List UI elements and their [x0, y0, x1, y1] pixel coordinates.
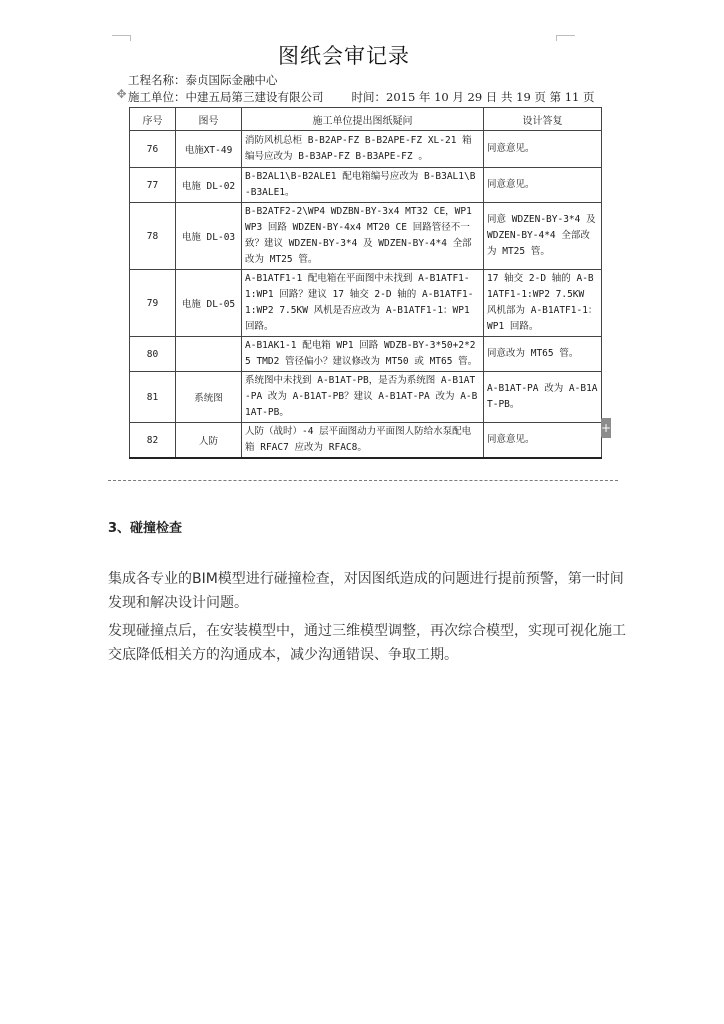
plus-icon[interactable]: + — [601, 418, 611, 438]
header-question: 施工单位提出图纸疑问 — [242, 108, 484, 131]
table-row — [130, 270, 602, 337]
table-row — [130, 203, 602, 270]
row-no: 78 — [130, 203, 176, 270]
row-question: B-B2ATF2-2\WP4 WDZBN-BY-3x4 MT32 CE，WP1 WP3 回路 WDZEN-BY-4x4 MT20 CE 回路管径不一致？建议 WDZEN-BY-3*4 及 WDZEN-BY-4*4 全部改为 MT25 管。 — [242, 203, 484, 270]
drawing-review-table — [129, 107, 602, 459]
row-question: 系统图中未找到 A-B1AT-PB，是否为系统图 A-B1AT-PA 改为 A-B1AT-PB？建议 A-B1AT-PA 改为 A-B1AT-PB。 — [242, 372, 484, 423]
paragraph: 发现碰撞点后，在安装模型中，通过三维模型调整，再次综合模型，实现可视化施工交底降低相关方的沟通成本，减少沟通错误、争取工期。 — [108, 623, 626, 663]
row-reply: 同意意见。 — [484, 131, 602, 168]
row-drawing: 电施 DL-02 — [176, 168, 242, 203]
header-drawing: 图号 — [176, 108, 242, 131]
header-reply: 设计答复 — [484, 108, 602, 131]
row-no: 77 — [130, 168, 176, 203]
row-question: 人防（战时）-4 层平面图动力平面图人防给水泵配电箱 RFAC7 应改为 RFAC8。 — [242, 423, 484, 459]
row-question: 消防风机总柜 B-B2AP-FZ B-B2APE-FZ XL-21 箱编号应改为 B-B3AP-FZ B-B3APE-FZ 。 — [242, 131, 484, 168]
move-icon[interactable]: ✥ — [116, 87, 127, 101]
section-heading: 3、碰撞检查 — [108, 521, 183, 536]
row-reply: 同意改为 MT65 管。 — [484, 337, 602, 372]
document-title: 图纸会审记录 — [278, 44, 410, 68]
table-row — [130, 372, 602, 423]
row-no: 82 — [130, 423, 176, 459]
construction-unit: 施工单位：中建五局第三建设有限公司 — [128, 90, 324, 104]
dashed-divider — [108, 480, 618, 481]
construction-unit-line — [128, 89, 595, 105]
row-no: 76 — [130, 131, 176, 168]
row-drawing — [176, 337, 242, 372]
row-drawing: 系统图 — [176, 372, 242, 423]
row-question: A-B1AK1-1 配电箱 WP1 回路 WDZB-BY-3*50+2*25 TMD2 管径偏小？建议修改为 MT50 或 MT65 管。 — [242, 337, 484, 372]
row-reply: A-B1AT-PA 改为 A-B1AT-PB。 — [484, 372, 602, 423]
paragraph: 集成各专业的BIM模型进行碰撞检查，对因图纸造成的问题进行提前预警，第一时间发现和解决设计问题。 — [108, 571, 624, 611]
row-no: 81 — [130, 372, 176, 423]
row-no: 79 — [130, 270, 176, 337]
row-reply: 同意意见。 — [484, 168, 602, 203]
row-question: B-B2AL1\B-B2ALE1 配电箱编号应改为 B-B3AL1\B-B3ALE1。 — [242, 168, 484, 203]
table-header-row — [130, 108, 602, 131]
row-no: 80 — [130, 337, 176, 372]
table-row — [130, 337, 602, 372]
table-row — [130, 131, 602, 168]
project-name: 工程名称：泰贞国际金融中心 — [128, 73, 278, 87]
row-reply: 同意意见。 — [484, 423, 602, 459]
table-row — [130, 423, 602, 459]
row-question: A-B1ATF1-1 配电箱在平面图中未找到 A-B1ATF1-1:WP1 回路？建议 17 轴交 2-D 轴的 A-B1ATF1-1:WP2 7.5KW 风机是否应改为 A-B1ATF1-1：WP1 回路。 — [242, 270, 484, 337]
row-drawing: 电施 DL-03 — [176, 203, 242, 270]
table-row — [130, 168, 602, 203]
row-drawing: 人防 — [176, 423, 242, 459]
row-drawing: 电施 DL-05 — [176, 270, 242, 337]
row-reply: 同意 WDZEN-BY-3*4 及 WDZEN-BY-4*4 全部改为 MT25 管。 — [484, 203, 602, 270]
row-reply: 17 轴交 2-D 轴的 A-B1ATF1-1:WP2 7.5KW 风机部为 A-B1ATF1-1：WP1 回路。 — [484, 270, 602, 337]
document-time: 时间：2015 年 10 月 29 日 共 19 页 第 11 页 — [351, 90, 595, 104]
row-drawing: 电施XT-49 — [176, 131, 242, 168]
header-no: 序号 — [130, 108, 176, 131]
